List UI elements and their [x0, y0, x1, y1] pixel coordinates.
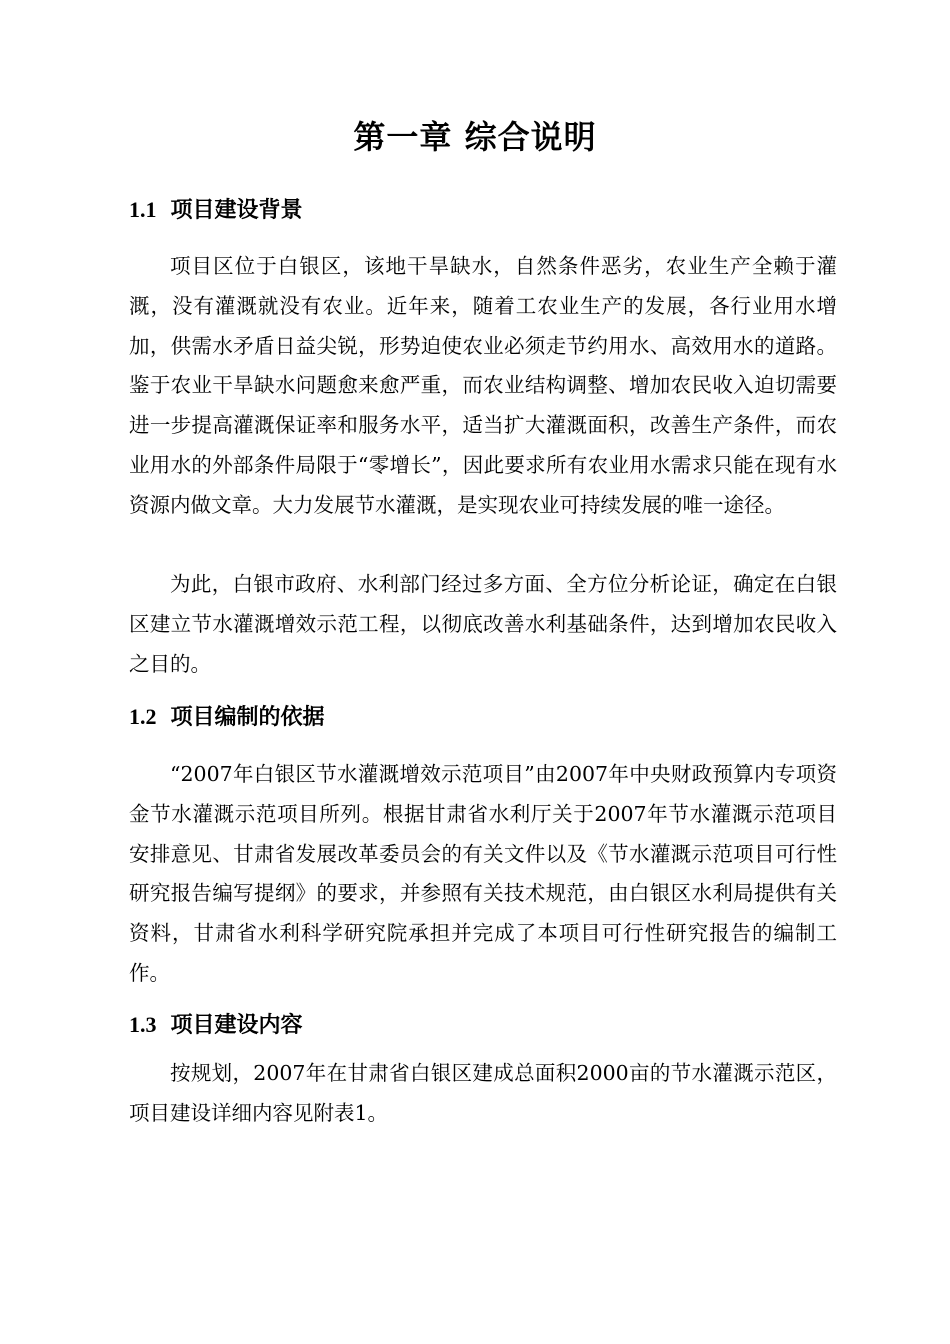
paragraph: “2007年白银区节水灌溉增效示范项目”由2007年中央财政预算内专项资金节水灌溉示范项目所列。根据甘肃省水利厅关于2007年节水灌溉示范项目安排意见、甘肃省发展改革委员会的有关文件以及《节水灌溉示范项目可行性研究报告编写提纲》的要求，并参照有关技术规范，由白银区水利局提供有关资料，甘肃省水利科学研究院承担并完成了本项目可行性研究报告的编制工作。 [129, 762, 837, 985]
paragraph: 按规划，2007年在甘肃省白银区建成总面积2000亩的节水灌溉示范区，项目建设详细内容见附表1。 [129, 1061, 837, 1125]
section-number: 1.1 [129, 197, 157, 222]
section-heading-1-2 [129, 699, 325, 735]
section-title: 项目建设内容 [170, 1012, 303, 1038]
section-number: 1.3 [129, 1012, 157, 1037]
section-heading-1-3 [129, 1007, 303, 1043]
section-title: 项目编制的依据 [170, 704, 325, 730]
chapter-title: 第一章 综合说明 [353, 118, 597, 156]
paragraph: 为此，白银市政府、水利部门经过多方面、全方位分析论证，确定在白银区建立节水灌溉增效示范工程，以彻底改善水利基础条件，达到增加农民收入之目的。 [129, 572, 837, 676]
section-title: 项目建设背景 [170, 197, 303, 223]
section-number: 1.2 [129, 704, 157, 729]
paragraph: 项目区位于白银区，该地干旱缺水，自然条件恶劣，农业生产全赖于灌溉，没有灌溉就没有农业。近年来，随着工农业生产的发展，各行业用水增加，供需水矛盾日益尖锐，形势迫使农业必须走节约用水、高效用水的道路。鉴于农业干旱缺水问题愈来愈严重，而农业结构调整、增加农民收入迫切需要进一步提高灌溉保证率和服务水平，适当扩大灌溉面积，改善生产条件，而农业用水的外部条件局限于“零增长”，因此要求所有农业用水需求只能在现有水资源内做文章。大力发展节水灌溉，是实现农业可持续发展的唯一途径。 [129, 254, 837, 517]
section-heading-1-1 [129, 192, 303, 228]
